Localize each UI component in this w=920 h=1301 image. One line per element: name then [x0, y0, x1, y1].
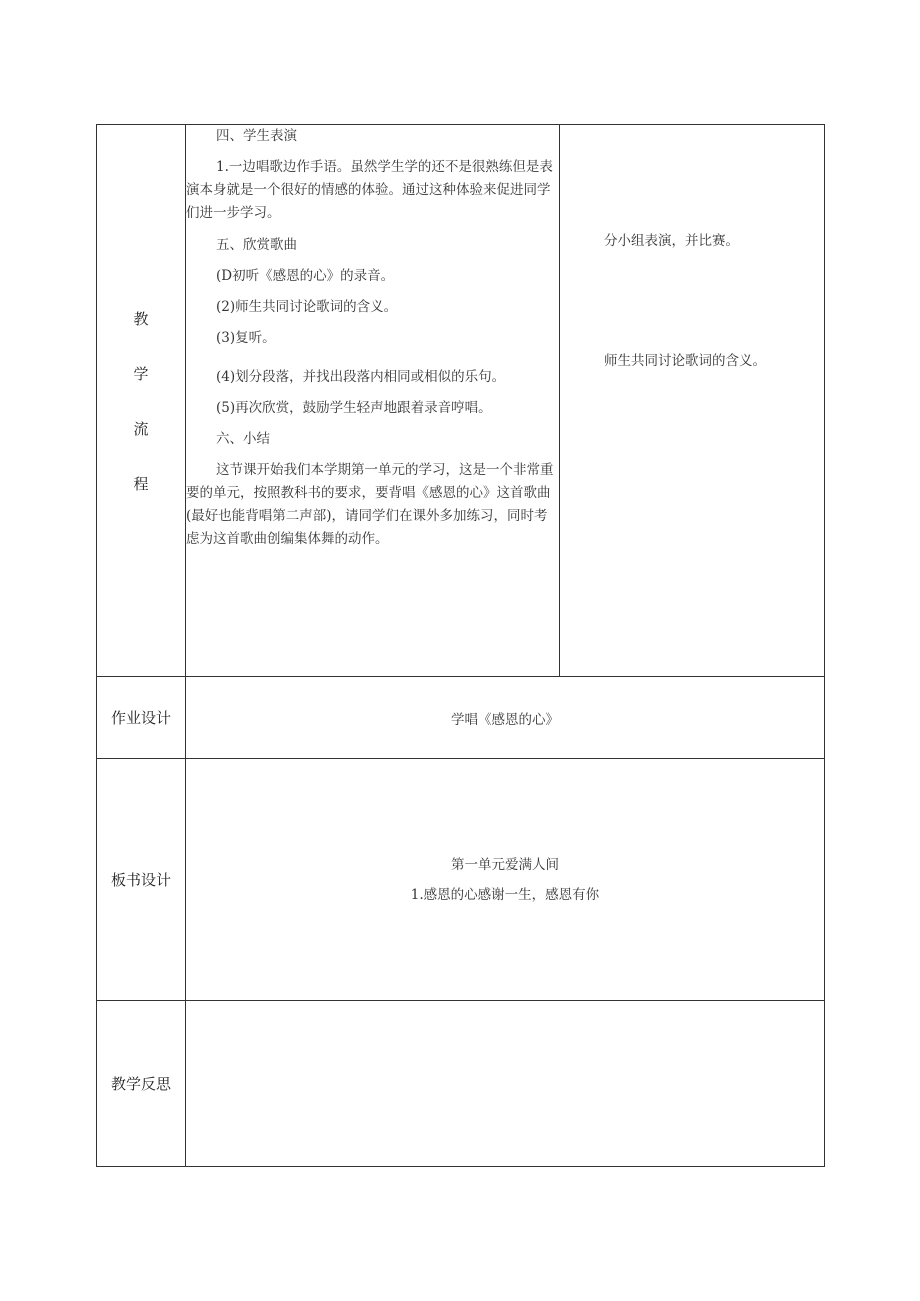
board-design-row: [97, 759, 825, 1001]
board-design-label: 板书设计: [97, 759, 186, 1001]
homework-content: 学唱《感恩的心》: [186, 677, 825, 759]
teaching-process-row: [97, 125, 825, 677]
label-char: 程: [133, 474, 149, 493]
summary-heading: 六、小结: [216, 431, 270, 447]
reflection-label: 教学反思: [97, 1001, 186, 1167]
appreciation-item: (D初听《感恩的心》的录音。: [216, 268, 395, 284]
homework-row: [97, 677, 825, 759]
board-line-2: 1.感恩的心感谢一生，感恩有你: [410, 886, 600, 903]
student-activity-column: [560, 125, 825, 677]
board-line-1: 第一单元爱满人间: [451, 856, 559, 873]
label-char: 教: [133, 309, 149, 328]
summary-text: 这节课开始我们本学期第一单元的学习，这是一个非常重要的单元，按照教科书的要求，要背唱《感恩的心》这首歌曲(最好也能背唱第二声部)，请同学们在课外多加练习，同时考虑为这首歌曲创编集体舞的动作。: [186, 462, 554, 547]
teaching-process-label: [97, 125, 186, 677]
appreciation-heading: 五、欣赏歌曲: [216, 237, 297, 253]
appreciation-item: (5)再次欣赏，鼓励学生轻声地跟着录音哼唱。: [216, 400, 492, 416]
appreciation-item: (4)划分段落，并找出段落内相同或相似的乐句。: [216, 369, 506, 385]
performance-heading: 四、学生表演: [216, 128, 297, 144]
label-char: 学: [133, 364, 149, 383]
student-activity-1: 分小组表演，并比赛。: [604, 233, 739, 249]
board-design-content: [186, 759, 825, 1001]
label-char: 流: [133, 419, 149, 438]
lesson-plan-table: [96, 124, 825, 1167]
teaching-process-content: [186, 125, 560, 677]
reflection-row: [97, 1001, 825, 1167]
appreciation-item: (3)复听。: [216, 330, 276, 346]
appreciation-item: (2)师生共同讨论歌词的含义。: [216, 299, 398, 315]
student-activity-2: 师生共同讨论歌词的含义。: [604, 353, 766, 369]
reflection-content: [186, 1001, 825, 1167]
performance-text: 1.一边唱歌边作手语。虽然学生学的还不是很熟练但是表演本身就是一个很好的情感的体验。通过这种体验来促进同学们进一步学习。: [186, 159, 553, 221]
homework-label: 作业设计: [97, 677, 186, 759]
